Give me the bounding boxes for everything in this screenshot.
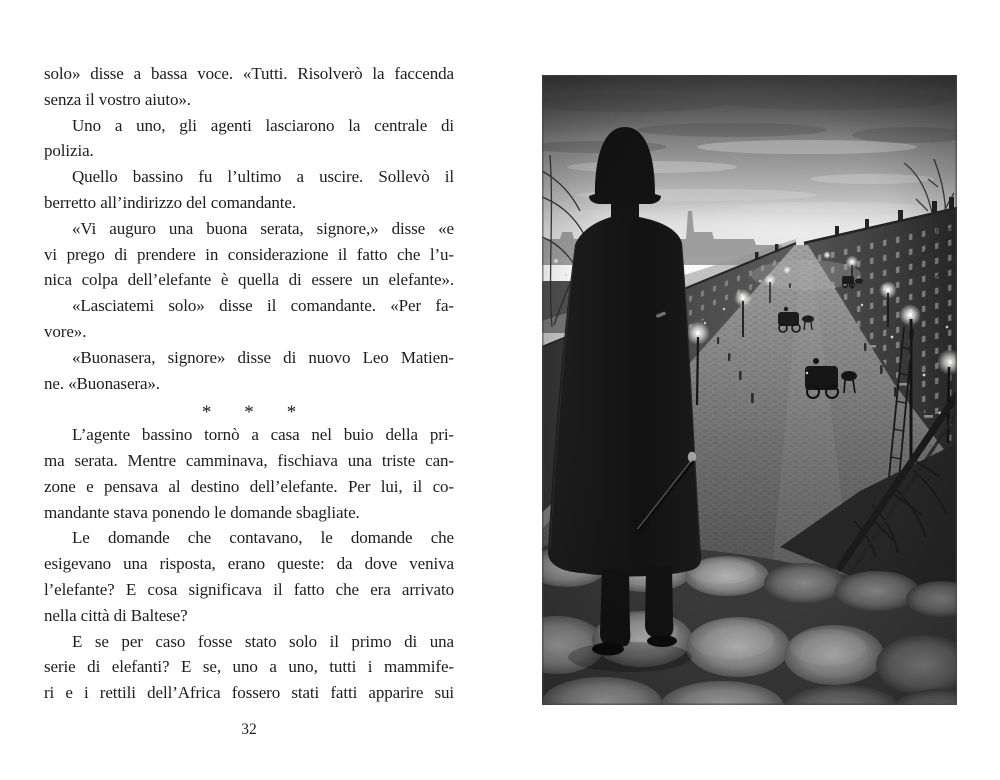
text-line: Quello bassino fu l’ultimo a uscire. Sollevò il — [72, 167, 454, 187]
text-line: «Vi auguro una buona serata, signore,» disse «e — [72, 218, 454, 238]
text-line: mandante stava ponendo le domande sbagliate. — [44, 502, 360, 522]
text-line: esigevano una risposta, erano queste: da dove veniva — [44, 554, 454, 574]
text-line: ri e i rettili dell’Africa fossero stati fatti apparire sui — [44, 683, 454, 703]
illustration — [542, 75, 957, 705]
illustration-svg — [542, 75, 957, 705]
separator-star: * — [286, 402, 297, 424]
text-line: berretto all’indirizzo del comandante. — [44, 192, 297, 212]
vignette — [542, 75, 957, 705]
page-number: 32 — [241, 721, 257, 738]
separator-star: * — [201, 402, 212, 424]
text-line: «Lasciatemi solo» disse il comandante. «Per fa- — [72, 296, 454, 316]
text-line: Le domande che contavano, le domande che — [72, 528, 454, 548]
text-line: vore». — [44, 321, 87, 341]
text-line: L’agente bassino tornò a casa nel buio della pri- — [72, 425, 454, 445]
body-text — [44, 61, 454, 706]
separator-star: * — [244, 402, 254, 424]
text-line: solo» disse a bassa voce. «Tutti. Risolverò la faccenda — [44, 64, 454, 83]
text-line: zone e pensava al destino dell’elefante. Per lui, il co- — [44, 476, 454, 496]
text-line: senza il vostro aiuto». — [44, 89, 191, 109]
text-line: Uno a uno, gli agenti lasciarono la centrale di — [72, 115, 454, 135]
text-line: «Buonasera, signore» disse di nuovo Leo Matien- — [72, 347, 454, 367]
text-line: E se per caso fosse stato solo il primo di una — [72, 631, 454, 651]
text-line: polizia. — [44, 141, 94, 161]
text-line: nella città di Baltese? — [44, 605, 188, 625]
text-line: nica colpa dell’elefante è quella di essere un elefante». — [44, 270, 454, 290]
text-line: ne. «Buonasera». — [44, 373, 160, 393]
text-line: vi prego di prendere in considerazione il fatto che l’u- — [44, 244, 454, 264]
text-line: l’elefante? E cosa significava il fatto che era arrivato — [44, 579, 454, 599]
text-line: ma serata. Mentre camminava, fischiava una triste can- — [44, 450, 454, 470]
section-separator — [44, 396, 454, 422]
text-line: serie di elefanti? E se, uno a uno, tutti i mammife- — [44, 657, 454, 677]
